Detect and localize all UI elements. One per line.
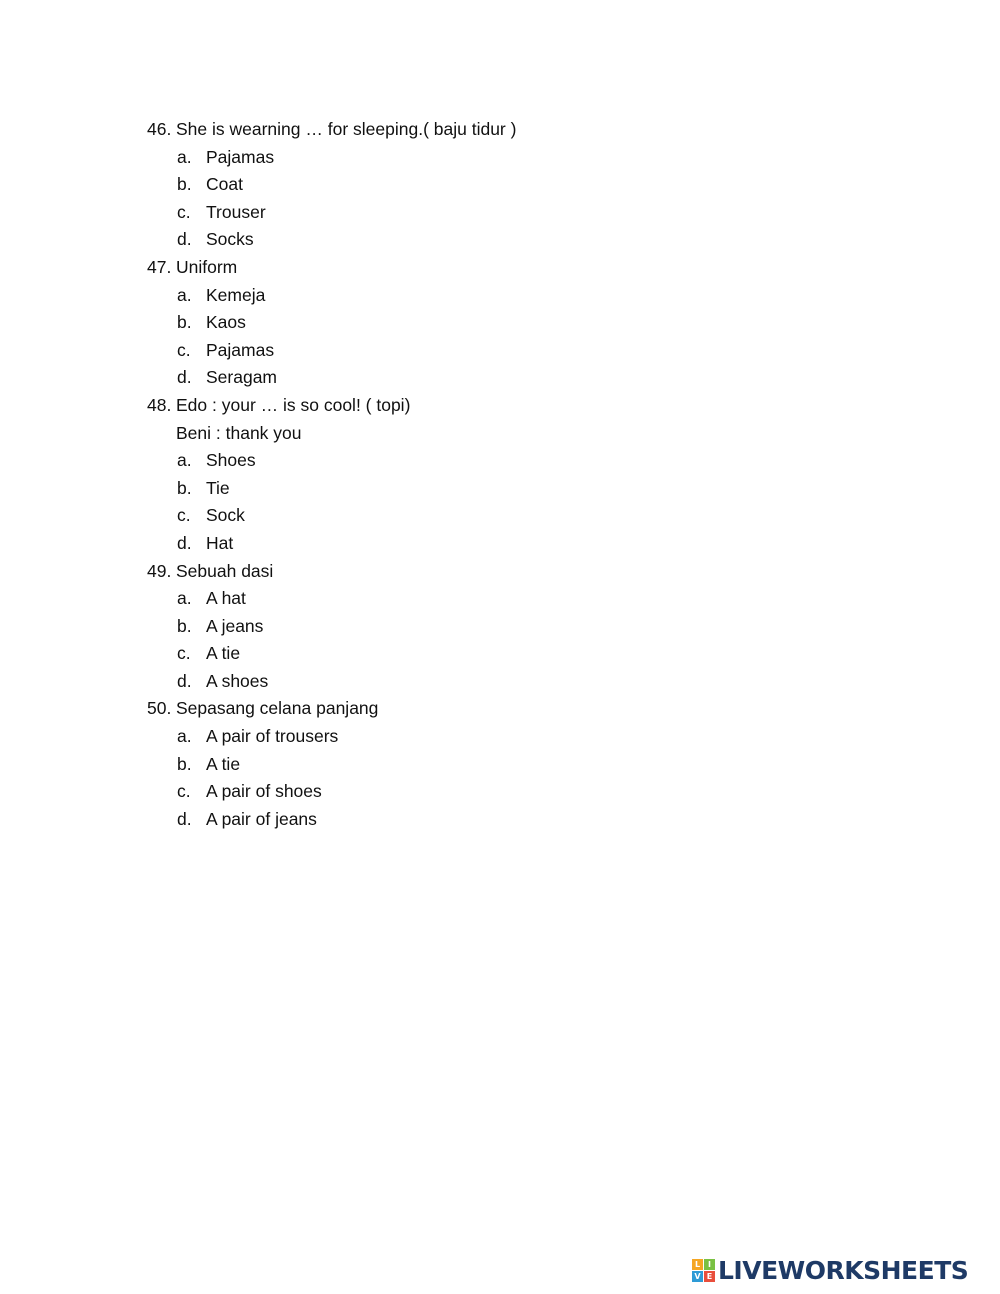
option-letter: b. xyxy=(177,477,192,498)
option-50-b[interactable] xyxy=(147,751,907,779)
question-number: 47. xyxy=(147,256,172,277)
option-letter: d. xyxy=(177,670,192,691)
question-text: Sebuah dasi xyxy=(176,560,274,581)
option-50-d[interactable] xyxy=(147,806,907,834)
option-text: Kaos xyxy=(206,312,246,333)
option-letter: d. xyxy=(177,229,192,250)
option-letter: c. xyxy=(177,201,191,222)
option-text: Kemeja xyxy=(206,284,266,305)
option-text: Seragam xyxy=(206,367,278,388)
option-49-a[interactable] xyxy=(147,585,907,613)
option-letter: b. xyxy=(177,312,192,333)
option-46-a[interactable] xyxy=(147,144,907,172)
liveworksheets-logo xyxy=(692,1255,968,1285)
question-46 xyxy=(147,116,907,144)
option-49-c[interactable] xyxy=(147,640,907,668)
question-number: 50. xyxy=(147,698,172,719)
option-text: Shoes xyxy=(206,450,256,471)
option-letter: b. xyxy=(177,615,192,636)
option-text: Socks xyxy=(206,229,254,250)
option-letter: c. xyxy=(177,781,191,802)
option-text: A hat xyxy=(206,588,246,609)
question-number: 49. xyxy=(147,560,172,581)
option-letter: c. xyxy=(177,505,191,526)
option-46-b[interactable] xyxy=(147,171,907,199)
option-letter: d. xyxy=(177,367,192,388)
option-46-c[interactable] xyxy=(147,199,907,227)
worksheet xyxy=(147,116,907,833)
question-text: Sepasang celana panjang xyxy=(176,698,379,719)
option-letter: a. xyxy=(177,726,192,747)
option-47-b[interactable] xyxy=(147,309,907,337)
logo-block-v: V xyxy=(692,1271,703,1282)
option-letter: a. xyxy=(177,588,192,609)
option-letter: a. xyxy=(177,284,192,305)
option-47-d[interactable] xyxy=(147,364,907,392)
option-48-b[interactable] xyxy=(147,475,907,503)
option-48-c[interactable] xyxy=(147,502,907,530)
option-text: A jeans xyxy=(206,615,264,636)
question-48 xyxy=(147,392,907,420)
option-text: A tie xyxy=(206,643,241,664)
option-48-a[interactable] xyxy=(147,447,907,475)
option-50-c[interactable] xyxy=(147,778,907,806)
option-46-d[interactable] xyxy=(147,226,907,254)
question-49 xyxy=(147,558,907,586)
option-letter: a. xyxy=(177,450,192,471)
logo-block-l: L xyxy=(692,1259,703,1270)
option-text: Sock xyxy=(206,505,245,526)
question-text: Uniform xyxy=(176,256,238,277)
option-text: A pair of jeans xyxy=(206,808,317,829)
question-47 xyxy=(147,254,907,282)
option-47-c[interactable] xyxy=(147,337,907,365)
option-letter: b. xyxy=(177,174,192,195)
option-text: Pajamas xyxy=(206,146,275,167)
option-text: A pair of trousers xyxy=(206,726,339,747)
option-50-a[interactable] xyxy=(147,723,907,751)
option-text: Tie xyxy=(206,477,230,498)
option-text: A pair of shoes xyxy=(206,781,322,802)
option-text: A shoes xyxy=(206,670,269,691)
option-text: Hat xyxy=(206,532,234,553)
option-47-a[interactable] xyxy=(147,282,907,310)
option-49-d[interactable] xyxy=(147,668,907,696)
logo-block-i: I xyxy=(704,1259,715,1270)
option-letter: c. xyxy=(177,643,191,664)
option-letter: d. xyxy=(177,808,192,829)
option-text: Coat xyxy=(206,174,243,195)
logo-blocks-icon xyxy=(692,1259,715,1282)
question-text: She is wearning … for sleeping.( baju tidur ) xyxy=(176,119,517,139)
option-letter: c. xyxy=(177,339,191,360)
question-48-continuation: Beni : thank you xyxy=(176,422,302,443)
option-letter: b. xyxy=(177,753,192,774)
logo-text: LIVEWORKSHEETS xyxy=(718,1255,969,1285)
option-letter: d. xyxy=(177,532,192,553)
question-number: 46. xyxy=(147,119,172,139)
option-48-d[interactable] xyxy=(147,530,907,558)
question-text: Edo : your … is so cool! ( topi) xyxy=(176,394,411,415)
question-number: 48. xyxy=(147,394,172,415)
option-49-b[interactable] xyxy=(147,613,907,641)
option-text: Trouser xyxy=(206,201,266,222)
logo-block-e: E xyxy=(704,1271,715,1282)
option-text: A tie xyxy=(206,753,241,774)
question-50 xyxy=(147,695,907,723)
option-letter: a. xyxy=(177,146,192,167)
option-text: Pajamas xyxy=(206,339,275,360)
